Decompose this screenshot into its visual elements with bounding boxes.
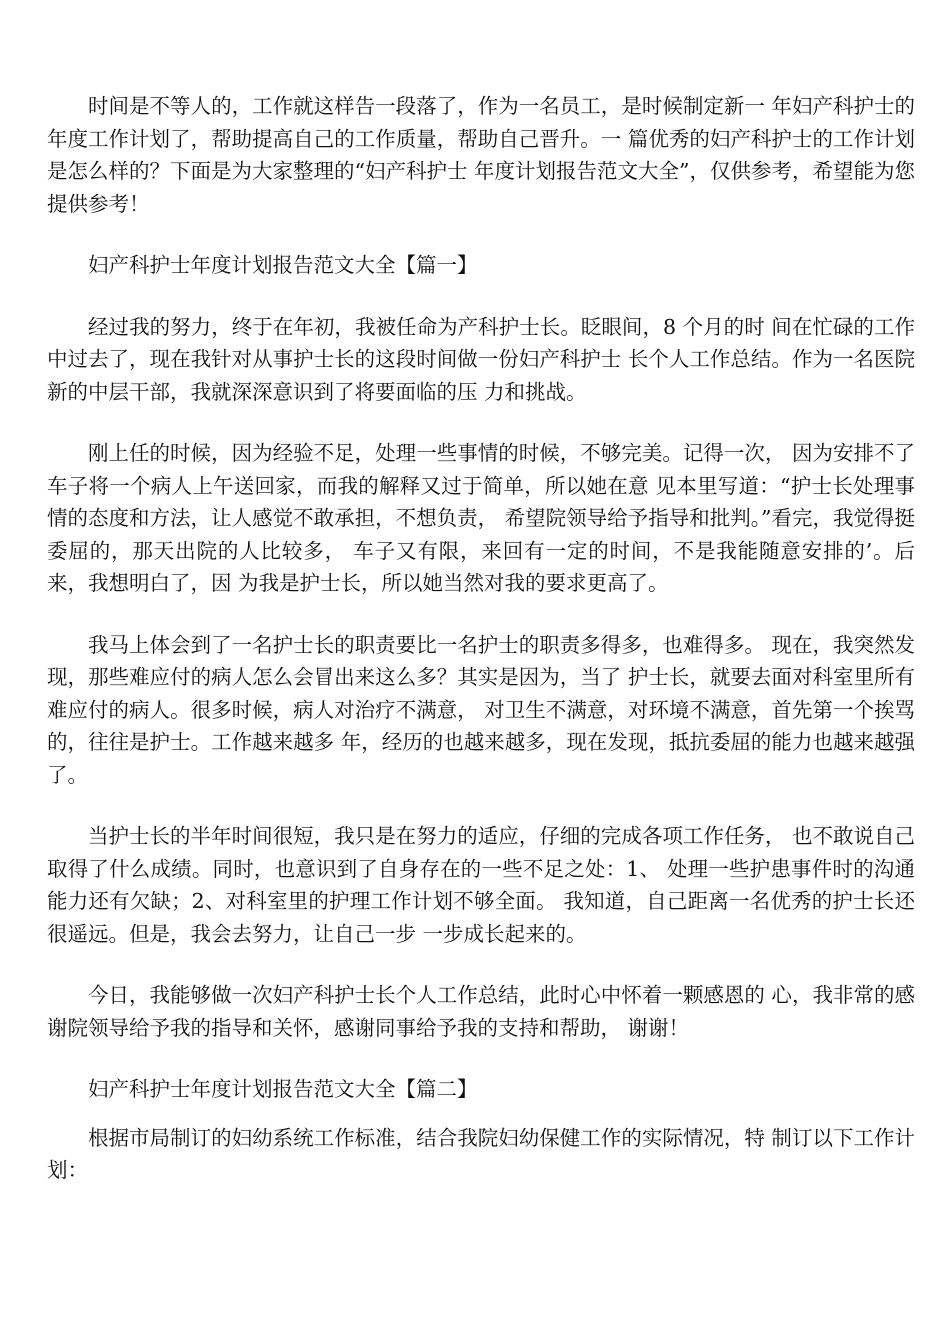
body-paragraph: 刚上任的时候，因为经验不足，处理一些事情的时候，不够完美。记得一次， 因为安排不了车子将一个病人上午送回家，而我的解释又过于简单，所以她在意 见本里写道：“护士长处理事情的态度和方法，让人感觉不敢承担，不想负责， 希望院领导给予指导和批判。”看完，我觉得挺委屈的，那天出院的人比较多， 车子又有限，来回有一定的时间，不是我能随意安排的’。后来，我想明白了，因 为我是护士长，所以她当然对我的要求更高了。 xyxy=(47,441,915,595)
section-heading-2: 妇产科护士年度计划报告范文大全【篇二】 xyxy=(88,1077,478,1101)
document-page xyxy=(47,90,915,1216)
body-paragraph: 当护士长的半年时间很短，我只是在努力的适应，仔细的完成各项工作任务， 也不敢说自己取得了什么成绩。同时，也意识到了自身存在的一些不足之处：1、 处理一些护患事件时的沟通能力还有欠缺；2、对科室里的护理工作计划不够全面。 我知道，自己距离一名优秀的护士长还很遥远。但是，我会去努力，让自己一步 一步成长起来的。 xyxy=(47,824,915,946)
body-paragraph: 经过我的努力，终于在年初，我被任命为产科护士长。眨眼间，8 个月的时 间在忙碌的工作中过去了，现在我针对从事护士长的这段时间做一份妇产科护士 长个人工作总结。作为一名医院新的中层干部，我就深深意识到了将要面临的压 力和挑战。 xyxy=(47,314,915,404)
section-heading-1: 妇产科护士年度计划报告范文大全【篇一】 xyxy=(88,253,478,277)
body-paragraph: 今日，我能够做一次妇产科护士长个人工作总结，此时心中怀着一颗感恩的 心，我非常的感谢院领导给予我的指导和关怀，感谢同事给予我的支持和帮助， 谢谢！ xyxy=(47,983,915,1040)
body-paragraph: 根据市局制订的妇幼系统工作标准，结合我院妇幼保健工作的实际情况，特 制订以下工作计划： xyxy=(47,1125,915,1182)
intro-paragraph: 时间是不等人的，工作就这样告一段落了，作为一名员工，是时候制定新一 年妇产科护士的年度工作计划了，帮助提高自己的工作质量，帮助自己晋升。一 篇优秀的妇产科护士的工作计划是怎么样的？下面是为大家整理的“妇产科护士 年度计划报告范文大全”，仅供参考，希望能为您提供参考！ xyxy=(47,94,915,216)
body-paragraph: 我马上体会到了一名护士长的职责要比一名护士的职责多得多，也难得多。 现在，我突然发现，那些难应付的病人怎么会冒出来这么多？其实是因为，当了 护士长，就要去面对科室里所有难应付的病人。很多时候，病人对治疗不满意， 对卫生不满意，对环境不满意，首先第一个挨骂的，往往是护士。工作越来越多 年，经历的也越来越多，现在发现，抵抗委屈的能力也越来越强了。 xyxy=(47,632,915,787)
